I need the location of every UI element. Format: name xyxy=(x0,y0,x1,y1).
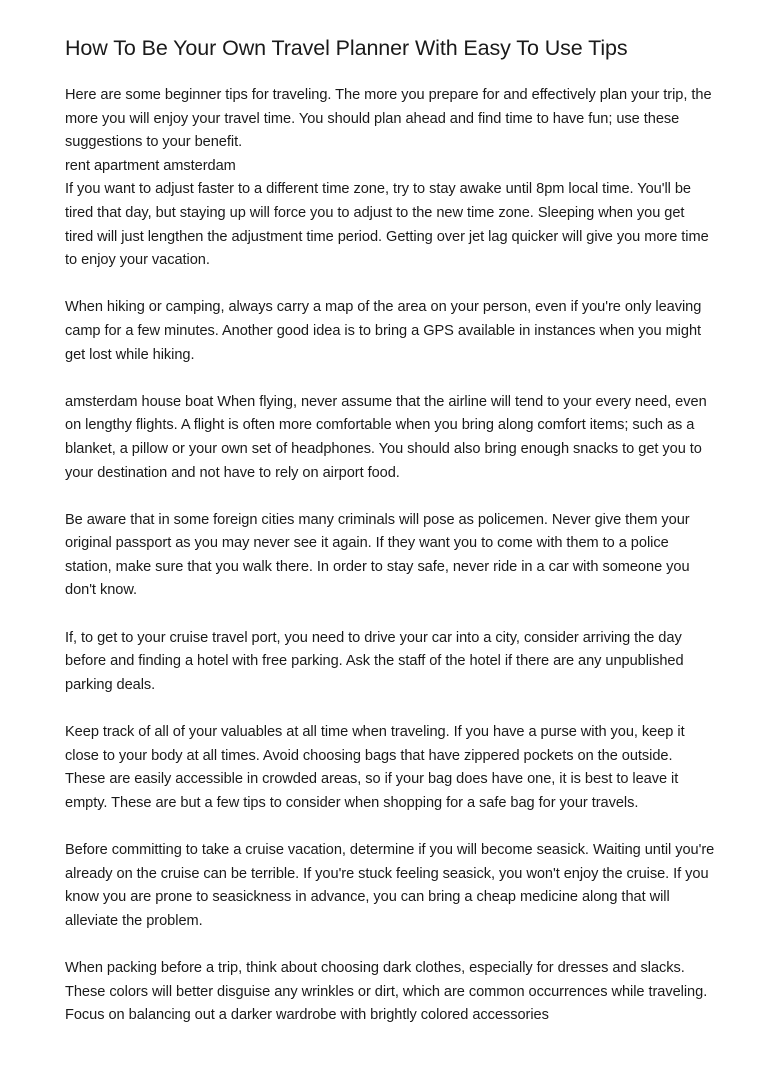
paragraph-time-zone: If you want to adjust faster to a different time zone, try to stay awake until 8pm local time. You'll be tired that day, but staying up will force you to adjust to the new time zone. Sleeping when you get tired will just lengthen the adjustment time period. Getting over jet lag quicker will give you more time to enjoy your vacation. xyxy=(65,181,709,269)
paragraph-intro: Here are some beginner tips for traveling. The more you prepare for and effectively plan your trip, the more you will enjoy your travel time. You should plan ahead and find time to have fun; use these suggestions to your benefit. xyxy=(65,87,712,151)
intro-block xyxy=(65,84,715,273)
page-title: How To Be Your Own Travel Planner With Easy To Use Tips xyxy=(65,36,628,60)
document-page xyxy=(65,32,715,1051)
paragraph-seasick: Before committing to take a cruise vacation, determine if you will become seasick. Waiting until you're already on the cruise can be terrible. If you're stuck feeling seasick, you won't enjoy the cruise. If you know you are prone to seasickness in advance, you can bring a cheap medicine along that will alleviate the problem. xyxy=(65,842,715,929)
paragraph-cruise-port: If, to get to your cruise travel port, you need to drive your car into a city, consider arriving the day before and finding a hotel with free parking. Ask the staff of the hotel if there are any unpublished parking deals. xyxy=(65,629,684,693)
paragraph-link-rent-apartment: rent apartment amsterdam xyxy=(65,157,236,174)
paragraph-valuables: Keep track of all of your valuables at all time when traveling. If you have a purse with you, keep it close to your body at all times. Avoid choosing bags that have zippered pockets on the outside. These are easily accessible in crowded areas, so if your bag does have one, it is best to leave it empty. These are but a few tips to consider when shopping for a safe bag for your travels. xyxy=(65,724,685,811)
paragraph-hiking: When hiking or camping, always carry a map of the area on your person, even if you're only leaving camp for a few minutes. Another good idea is to bring a GPS available in instances when you might get lost while hiking. xyxy=(65,299,702,363)
paragraph-flying: amsterdam house boat When flying, never assume that the airline will tend to your every need, even on lengthy flights. A flight is often more comfortable when you bring along comfort items; such as a blanket, a pillow or your own set of headphones. You should also bring enough snacks to get you to your destination and not have to rely on airport food. xyxy=(65,393,707,481)
paragraph-police: Be aware that in some foreign cities many criminals will pose as policemen. Never give them your original passport as you may never see it again. If they want you to come with them to a police station, make sure that you walk there. In order to stay safe, never ride in a car with someone you don't know. xyxy=(65,511,690,599)
paragraph-packing: When packing before a trip, think about choosing dark clothes, especially for dresses and slacks. These colors will better disguise any wrinkles or dirt, which are common occurrences while traveling. Focus on balancing out a darker wardrobe with brightly colored accessories xyxy=(65,959,708,1024)
